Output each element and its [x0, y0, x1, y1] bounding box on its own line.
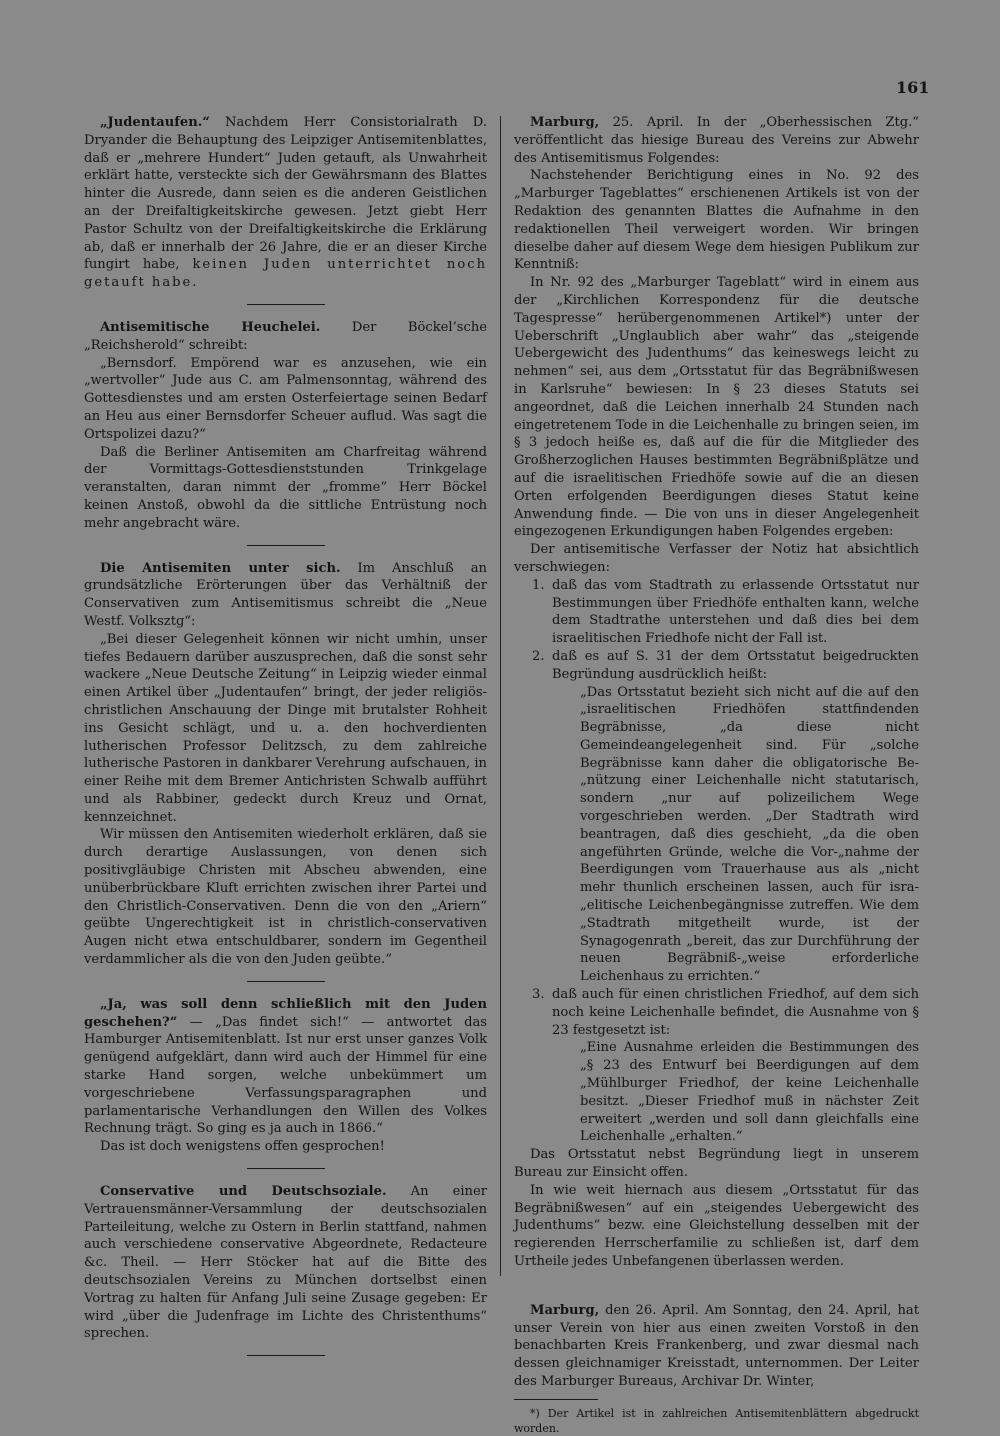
article-paragraph: Das Ortsstatut nebst Begründung liegt in unserem Bureau zur Einsicht offen.	[514, 1147, 919, 1181]
article-was-soll-geschehen	[84, 996, 487, 1156]
article-title: „Ja, was soll denn schließlich mit den Juden geschehen?“	[84, 996, 487, 1030]
article-title: Die Antisemiten unter sich.	[100, 560, 341, 576]
column-divider	[500, 116, 501, 1276]
article-paragraph	[84, 560, 487, 631]
article-paragraph	[84, 1183, 487, 1343]
article-conservative-deutschsoziale	[84, 1183, 487, 1343]
article-paragraph	[514, 114, 919, 167]
page-number: 161	[896, 78, 930, 97]
article-dateline: Marburg,	[530, 115, 600, 130]
article-antisemiten-unter-sich	[84, 560, 487, 969]
clause-text: daß auch für einen christlichen Friedhof, auf dem sich noch keine Leichenhalle befindet, die Ausnahme von § 23 festgesetzt ist:	[552, 987, 919, 1038]
article-heuchelei	[84, 319, 487, 533]
clause-item	[514, 986, 919, 1039]
separator-rule	[247, 1355, 325, 1356]
clause-item	[514, 577, 919, 648]
clause-list	[514, 577, 919, 684]
right-column	[514, 114, 919, 1436]
article-paragraph	[84, 319, 487, 355]
article-text: Der Böckel’sche „Reichsherold“ schreibt:	[84, 319, 488, 353]
footnote: *) Der Artikel ist in zahlreichen Antisemitenblättern abgedruckt worden.	[514, 1406, 919, 1435]
article-text: 25. April. In der „Oberhessischen Ztg.“ veröffentlicht das hiesige Bureau des Vereins zur Abwehr des Antisemitismus Folgendes:	[514, 115, 919, 166]
article-paragraph	[84, 996, 487, 1138]
article-text: An einer Vertrauensmänner-Versammlung der deutschsozialen Parteileitung, welche zu Ostern in Berlin stattfand, nahmen auch verschiedene conservative Abgeordnete, Redacteure &c. Theil. — Herr Stöcker hat auf die Bitte des deutschsozialen Vereins zu München dortselbst einen Vortrag zu halten für Anfang Juli seine Zusage gegeben: Er wird „über die Judenfrage im Lichte des Christenthums“ sprechen.	[84, 1184, 487, 1342]
article-paragraph: In Nr. 92 des „Marburger Tageblatt“ wird in einem aus der „Kirchlichen Korrespondenz für die deutsche Tagespresse“ herübergenommenen Artikel*) unter der Ueberschrift „Unglaublich aber wahr“ das „steigende Uebergewicht des Judenthums“ das keineswegs leicht zu nehmen“ sei, aus dem „Ortsstatut für das Begräbnißwesen in Karlsruhe“ bewiesen: In § 23 dieses Statuts sei angeordnet, daß die Leichen innerhalb 24 Stunden nach eingetretenem Tode in die Leichenhalle zu bringen seien, im § 3 jedoch heiße es, daß auf die für die Mitglieder des Großherzoglichen Hauses bestimmten Begräbnißplätze und auf die israelitischen Friedhöfe sowie auf die an diesen Orten erfolgenden Beerdigungen dieses Statut keine Anwendung finde. — Die von uns in dieser Angelegenheit eingezogenen Erkundigungen haben Folgendes ergeben:	[514, 275, 919, 540]
clause-text: daß das vom Stadtrath zu erlassende Ortsstatut nur Bestimmungen über Friedhöfe enthalten kann, welche dem Stadtrathe unterstehen und daß dies bei dem israelitischen Friedhofe nicht der Fall ist.	[552, 577, 919, 647]
statute-quote: „Das Ortsstatut bezieht sich nicht auf die auf den „israelitischen Friedhöfen stattfindenden Begräbnisse, „da diese nicht Gemeindeangelegenheit sind. Für „solche Begräbnisse kann daher die obligatorische Be-„nützung einer Leichenhalle nicht statutarisch, sondern „nur auf polizeilichem Wege vorgeschrieben werden. „Der Stadtrath wird beantragen, daß dies geschieht, „da die oben angeführten Gründe, welche die Vor-„nahme der Beerdigungen vom Trauerhause aus als „nicht mehr thunlich erscheinen lassen, auch für isra-„elitische Leichenbegängnisse zutreffen. Wie dem „Stadtrath mitgetheilt wurde, ist der Synagogenrath „bereit, das zur Durchführung der neuen Begräbniß-„weise erforderliche Leichenhaus zu errichten.“	[580, 684, 919, 985]
article-paragraph	[514, 1302, 919, 1391]
article-paragraph	[84, 114, 487, 292]
article-quote: „Bernsdorf. Empörend war es anzusehen, wie ein „wertvoller“ Jude aus C. am Palmensonntag, während des Gottesdienstes und am ersten Osterfeiertage seinen Bedarf an Heu aus einer Bernsdorfer Scheuer auflud. Was sagt die Ortspolizei dazu?“	[84, 355, 487, 442]
article-dateline: Marburg,	[530, 1302, 600, 1318]
article-paragraph: Daß die Berliner Antisemiten am Charfreitag während der Vormittags-Gottesdienststunden Trinkgelage veranstalten, daran nimmt der „fromme“ Herr Böckel keinen Anstoß, obwohl da die sittliche Entrüstung noch mehr angebracht wäre.	[84, 444, 487, 531]
article-paragraph: Das ist doch wenigstens offen gesprochen!	[100, 1139, 385, 1155]
clause-number: 3.	[532, 987, 545, 1003]
separator-rule	[247, 981, 325, 982]
statute-quote: „Eine Ausnahme erleiden die Bestimmungen des „§ 23 des Entwurf bei Beerdigungen auf dem „Mühlburger Friedhof, der keine Leichenhalle besitzt. „Dieser Friedhof muß in nächster Zeit erweitert „werden und soll dann gleichfalls eine Leichenhalle „erhalten.“	[580, 1040, 919, 1145]
spaced-emphasis: keinen Juden unterrichtet noch getauft habe.	[84, 257, 488, 291]
article-title: „Judentaufen.“	[100, 115, 210, 130]
clause-item	[514, 648, 919, 684]
article-marburg-25-april	[514, 114, 919, 1271]
article-text: den 26. April. Am Sonntag, den 24. April, hat unser Verein von hier aus einen zweiten Vorstoß in den benachbarten Kreis Frankenberg, und zwar diesmal nach dessen gleichnamiger Kreisstadt, unternommen. Der Leiter des Marburger Bureaus, Archivar Dr. Winter,	[514, 1302, 919, 1389]
left-column	[84, 114, 487, 1370]
article-text: Im Anschluß an grundsätzliche Erörterungen über das Verhältniß der Conservativen zum Antisemitismus schreibt die „Neue Westf. Volksztg“:	[84, 560, 487, 629]
article-quote: „Bei dieser Gelegenheit können wir nicht umhin, unser tiefes Bedauern darüber auszusprechen, daß die sonst sehr wackere „Neue Deutsche Zeitung“ in Leipzig wieder einmal einen Artikel über „Judentaufen“ bringt, der jeder religiös-christlichen Anschauung der Dinge mit brutalster Rohheit ins Gesicht schlägt, und u. a. den hochverdienten lutherischen Professor Delitzsch, zu dem zahlreiche lutherische Pastoren in dankbarer Verehrung aufschauen, in einer Reihe mit dem Bremer Antichristen Schwalb aufführt und als Rabbiner, gedeckt durch Kreuz und Ornat, kennzeichnet.	[84, 631, 487, 825]
clause-number: 1.	[532, 577, 545, 593]
clause-text: daß es auf S. 31 der dem Ortsstatut beigedruckten Begründung ausdrücklich heißt:	[552, 648, 919, 682]
article-quote: Wir müssen den Antisemiten wiederholt erklären, daß sie durch derartige Auslassungen, von denen sich positivgläubige Christen mit Abscheu abwenden, eine unüberbrückbare Kluft errichten zwischen ihrer Partei und den Christlich-Conservativen. Denn die von den „Ariern“ geübte Ungerechtigkeit ist in christlich-conservativen Augen nicht etwa entschuldbarer, sondern im Gegentheil verdammlicher als die von den Juden geübte.“	[84, 827, 487, 968]
footnote-rule	[514, 1399, 598, 1400]
article-text: Nachdem Herr Consistorialrath D. Dryander die Behauptung des Leipziger Antisemitenblattes, daß er „mehrere Hundert“ Juden getauft, als Unwahrheit erklärt hatte, versteckte sich der Gewährsmann des Blattes hinter die Ausrede, dann seien es die anderen Geistlichen an der Dreifaltigkeitskirche gewesen. Jetzt giebt Herr Pastor Schultz von der Dreifaltigkeitskirche die Erklärung ab, daß er innerhalb der 26 Jahre, die er an dieser Kirche fungirt habe,	[84, 115, 487, 273]
separator-rule	[247, 545, 325, 546]
article-marburg-26-april	[514, 1302, 919, 1391]
clause-number: 2.	[532, 648, 545, 664]
separator-rule	[247, 304, 325, 305]
article-paragraph: In wie weit hiernach aus diesem „Ortsstatut für das Begräbnißwesen“ auf ein „steigendes Uebergewicht des Judenthums“ bezw. eine Gleichstellung desselben mit der regierenden Herrscherfamilie zu schließen ist, darf dem Urtheile jedes Unbefangenen überlassen werden.	[514, 1182, 919, 1269]
article-title: Antisemitische Heuchelei.	[100, 319, 321, 335]
clause-list	[514, 986, 919, 1039]
article-judentaufen	[84, 114, 487, 292]
article-paragraph: Nachstehender Berichtigung eines in No. 92 des „Marburger Tageblattes“ erschienenen Artikels ist von der Redaktion des genannten Blattes die Aufnahme in den redaktionellen Theil verweigert worden. Wir bringen dieselbe daher auf diesem Wege dem hiesigen Publikum zur Kenntniß:	[514, 168, 919, 273]
article-title: Conservative und Deutschsoziale.	[100, 1184, 387, 1200]
article-text: — „Das findet sich!“ — antwortet das Hamburger Antisemitenblatt. Ist nur erst unser ganzes Volk genügend aufgeklärt, dann wird auch der Himmel für eine starke Hand sorgen, welche unbekümmert um vorgeschriebene Verfassungsparagraphen und parlamentarische Verhandlungen den Willen des Volkes Rechnung trägt. So ging es ja auch in 1866.“	[84, 1014, 487, 1137]
article-paragraph: Der antisemitische Verfasser der Notiz hat absichtlich verschwiegen:	[514, 542, 919, 575]
separator-rule	[247, 1168, 325, 1169]
